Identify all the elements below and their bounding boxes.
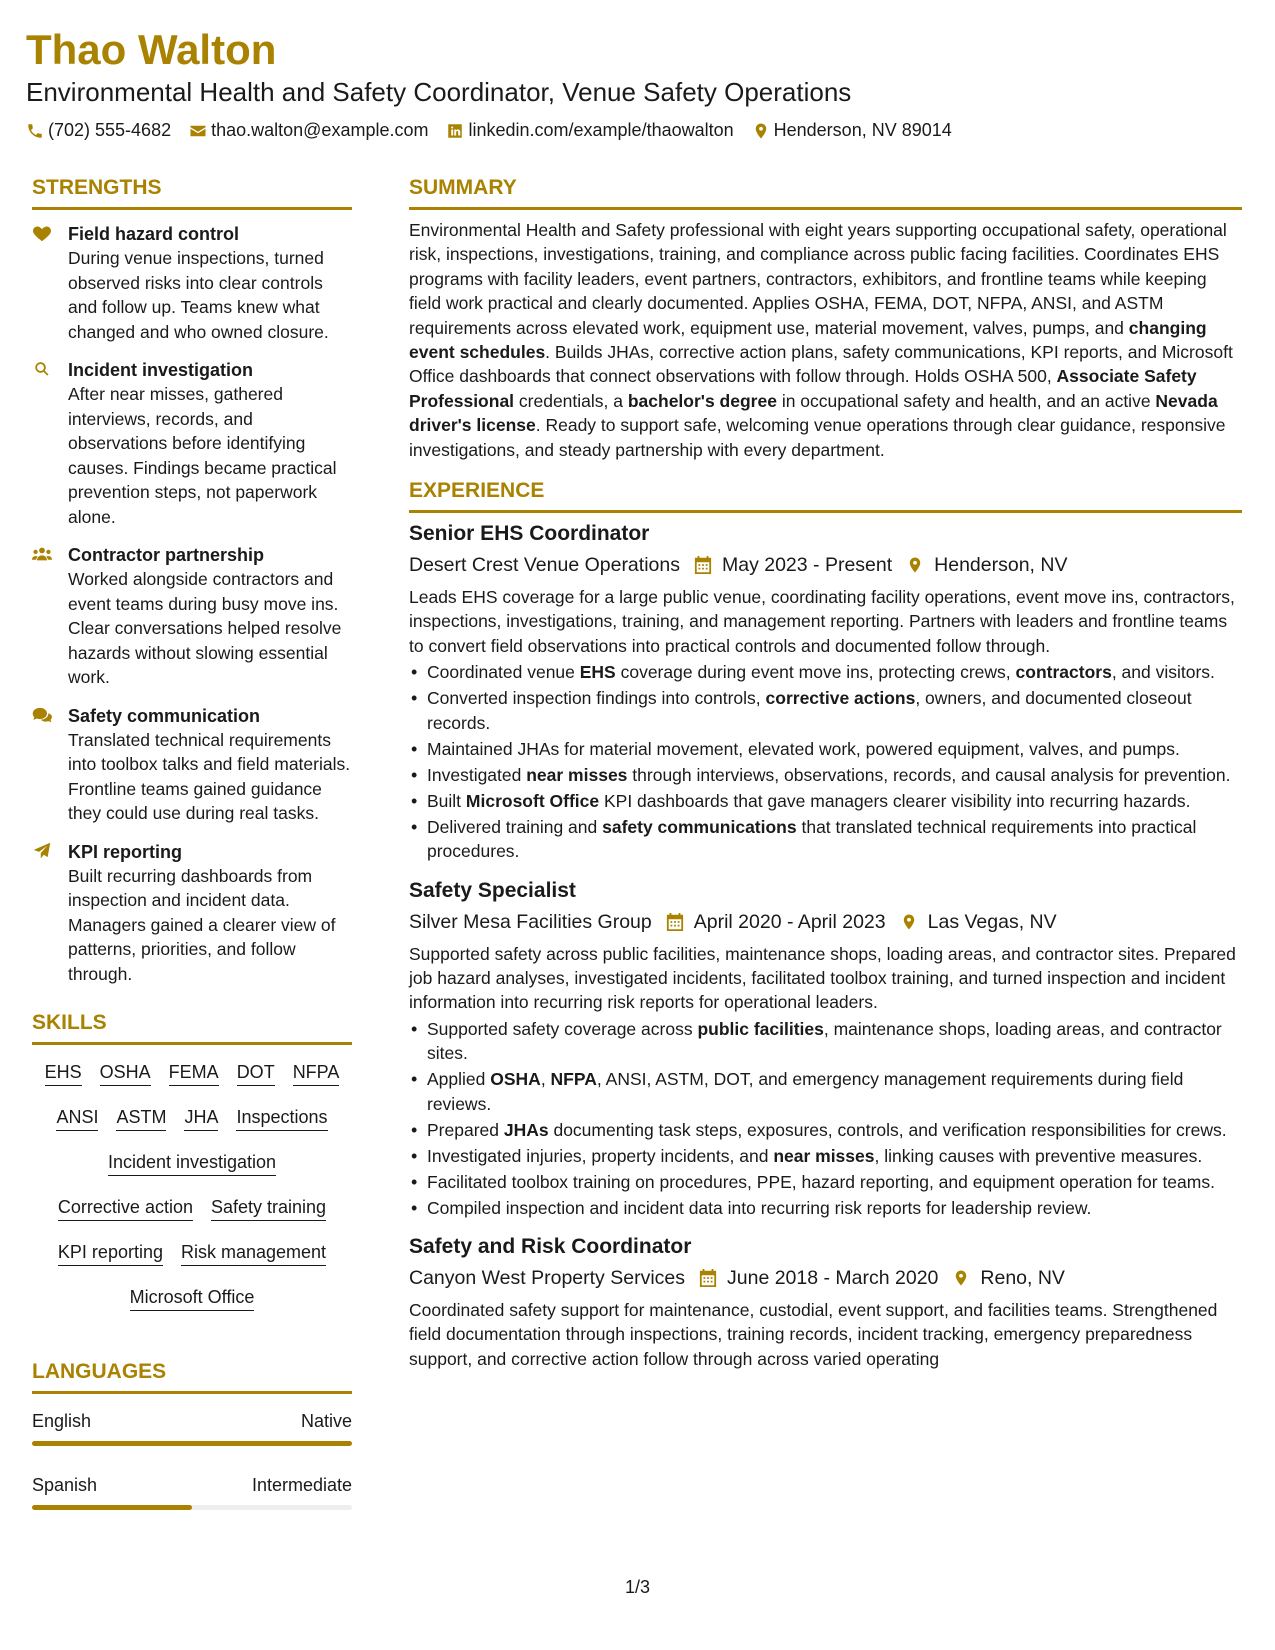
job-title: Senior EHS Coordinator [409,522,650,546]
skill-tag: Safety training [211,1196,326,1221]
job-description: Coordinated safety support for maintenance, custodial, event support, and facilities teams. Strengthened field documentation through inspections, training records, incident tracking, emergency preparedness support, and corrective action follow through across varied operating [409,1299,1218,1369]
resume-header [26,24,1246,141]
job-bullet: • Maintained JHAs for material movement, elevated work, powered equipment, valves, and pumps. [409,737,1242,761]
phone-text: (702) 555-4682 [48,120,172,140]
strength-desc: Worked alongside contractors and event teams during busy move ins. Clear conversations helped resolve hazards without slowing essential work. [68,569,342,687]
job-entry [409,519,1242,863]
bold-run: changing event schedules [409,317,1207,363]
bold-run: EHS [579,662,616,683]
bold-run: contractors [1015,662,1112,683]
strength-desc: Built recurring dashboards from inspection and incident data. Managers gained a clearer view of patterns, priorities, and follow through. [68,865,336,984]
bold-run: bachelor's degree [627,390,777,411]
strengths-list [32,222,352,986]
contact-linkedin[interactable] [446,120,733,141]
language-bar-fill [32,1505,192,1510]
heart-icon [32,222,54,344]
bold-run: Microsoft Office [465,790,600,811]
strength-item [32,358,352,529]
job-description: Supported safety across public facilities, maintenance shops, loading areas, and contractor sites. Prepared job hazard analyses, investigated incidents, facilitated toolbox training, and turned inspection and incident information into recurring risk reports for operational leaders. [409,943,1236,1013]
job-location: Henderson, NV [934,554,1068,577]
email-text[interactable]: thao.walton@example.com [211,120,429,140]
comments-icon [32,704,54,826]
linkedin-text[interactable]: linkedin.com/example/thaowalton [468,120,734,140]
candidate-name: Thao Walton [26,26,277,73]
contact-row [26,120,1246,141]
skill-tag: FEMA [169,1061,219,1086]
strength-title: Safety communication [68,705,261,726]
bold-run: near misses [773,1145,875,1166]
language-level: Intermediate [251,1475,352,1495]
languages-heading: LANGUAGES [32,1359,352,1394]
language-name: English [32,1411,92,1431]
language-item [32,1410,352,1446]
strength-desc: Translated technical requirements into toolbox talks and field materials. Frontline teams gained guidance they could use during real tasks. [68,729,351,823]
language-level: Native [300,1411,352,1431]
job-bullet: • Prepared JHAs documenting task steps, exposures, controls, and verification responsibilities for crews. [409,1118,1242,1142]
experience-list [409,519,1242,1371]
job-company: Silver Mesa Facilities Group [409,910,652,933]
language-bar [32,1441,352,1446]
strength-desc: During venue inspections, turned observed risks into clear controls and follow up. Teams knew what changed and who owned closure. [68,248,329,342]
skill-tag: KPI reporting [58,1241,163,1266]
strength-body [68,704,352,826]
job-meta [409,551,1242,579]
strength-item [32,543,352,690]
job-location: Las Vegas, NV [927,910,1057,933]
map-pin-icon [900,912,918,932]
skills-heading: SKILLS [32,1010,352,1045]
skill-tag: Inspections [236,1106,327,1131]
candidate-title: Environmental Health and Safety Coordinator, Venue Safety Operations [26,77,852,107]
strength-body [68,543,352,690]
job-title: Safety and Risk Coordinator [409,1234,692,1258]
language-bar [32,1505,352,1510]
skill-tag: Corrective action [58,1196,193,1221]
strength-body [68,358,352,529]
job-meta [409,1264,1242,1292]
job-bullet: • Facilitated toolbox training on procedures, PPE, hazard reporting, and equipment operation for teams. [409,1170,1242,1194]
bold-run: near misses [526,764,628,785]
summary-text: Environmental Health and Safety professional with eight years supporting occupational safety, operational risk, inspections, investigations, training, and compliance across public facing facilities. Coordinates EHS programs with facility leaders, event partners, contractors, exhibitors, and frontline teams while keeping field work practical and clearly documented. Applies OSHA, FEMA, DOT, NFPA, ANSI, and ASTM requirements across elevated work, equipment use, material movement, valves, pumps, and changing event schedules. Builds JHAs, corrective action plans, safety communications, KPI reports, and Microsoft Office dashboards that connect observations with follow through. Holds OSHA 500, Associate Safety Professional credentials, a bachelor's degree in occupational safety and health, and an active Nevada driver's license. Ready to support safe, welcoming venue operations through clear guidance, responsive investigations, and steady partnership with every department. [409,220,1233,460]
strength-body [68,840,352,987]
contact-location [752,120,952,141]
job-bullet: • Coordinated venue EHS coverage during event move ins, protecting crews, contractors, and visitors. [409,660,1242,684]
skill-tag: OSHA [100,1061,151,1086]
language-row [32,1474,352,1496]
strengths-heading: STRENGTHS [32,175,352,210]
experience-heading: EXPERIENCE [409,478,1242,513]
job-location: Reno, NV [980,1266,1065,1289]
users-icon [32,543,54,690]
paper-plane-icon [32,840,54,987]
job-bullets [409,660,1242,863]
calendar-icon [666,912,684,932]
bold-run: public facilities [697,1018,824,1039]
skill-tag: ANSI [56,1106,98,1131]
phone-icon [26,122,44,140]
contact-phone [26,120,171,141]
job-bullet: • Applied OSHA, NFPA, ANSI, ASTM, DOT, and emergency management requirements during field reviews. [409,1067,1242,1116]
skill-tag: NFPA [293,1061,340,1086]
skill-tag: Risk management [181,1241,326,1266]
map-pin-icon [952,1268,970,1288]
job-bullet: • Compiled inspection and incident data into recurring risk reports for leadership review. [409,1196,1242,1220]
job-entry [409,876,1242,1220]
linkedin-icon [446,122,464,140]
skill-tag: Incident investigation [108,1151,276,1176]
job-bullet: • Built Microsoft Office KPI dashboards that gave managers clearer visibility into recurring hazards. [409,789,1242,813]
summary-heading: SUMMARY [409,175,1242,210]
bold-run: OSHA [490,1069,541,1090]
page-number: 1/3 [624,1577,651,1597]
bold-run: Associate Safety Professional [409,366,1197,411]
language-name: Spanish [32,1475,98,1495]
left-column [32,175,352,1510]
bold-run: corrective actions [765,688,916,709]
language-row [32,1410,352,1432]
job-description: Leads EHS coverage for a large public venue, coordinating facility operations, event move ins, contractors, inspections, investigations, training, and management reporting. Partners with leaders and frontline teams to convert field observations into practical controls and documented follow through. [409,587,1235,656]
location-text: Henderson, NV 89014 [773,120,952,140]
bold-run: safety communications [602,816,797,837]
skill-tag: EHS [45,1061,82,1086]
job-bullet: • Investigated injuries, property incidents, and near misses, linking causes with preventive measures. [409,1144,1242,1168]
skill-tag: Microsoft Office [130,1286,255,1311]
bold-run: JHAs [503,1119,549,1140]
language-item [32,1474,352,1510]
strength-title: KPI reporting [68,841,183,862]
job-entry [409,1232,1242,1371]
envelope-icon [189,122,207,140]
bold-run: Nevada driver's license [409,390,1218,436]
job-dates: April 2020 - April 2023 [693,910,886,933]
job-bullet: • Delivered training and safety communications that translated technical requirements into practical procedures. [409,815,1242,864]
search-icon [32,358,54,529]
strength-desc: After near misses, gathered interviews, records, and observations before identifying causes. Findings became practical prevention steps, not paperwork alone. [68,384,337,527]
strength-body [68,222,352,344]
map-pin-icon [906,555,924,575]
right-column [409,175,1242,1371]
strength-item [32,704,352,826]
bold-run: NFPA [550,1069,597,1090]
contact-email[interactable] [189,120,428,141]
map-pin-icon [752,122,770,140]
strength-item [32,222,352,344]
job-dates: June 2018 - March 2020 [727,1266,939,1289]
skill-tag: DOT [237,1061,275,1086]
skill-tag: ASTM [116,1106,166,1131]
skill-tag: JHA [184,1106,218,1131]
job-dates: May 2023 - Present [721,554,893,577]
job-company: Desert Crest Venue Operations [409,554,680,577]
languages-list [32,1410,352,1510]
calendar-icon [699,1268,717,1288]
strength-title: Field hazard control [68,224,240,244]
language-bar-fill [32,1441,352,1446]
job-bullets [409,1017,1242,1220]
job-bullet: • Supported safety coverage across public facilities, maintenance shops, loading areas, and contractor sites. [409,1017,1242,1066]
strength-title: Incident investigation [68,360,254,380]
job-bullet: • Investigated near misses through interviews, observations, records, and causal analysis for prevention. [409,763,1242,787]
strength-title: Contractor partnership [68,545,265,565]
skills-list [32,1061,352,1311]
strength-item [32,840,352,987]
job-bullet: • Converted inspection findings into controls, corrective actions, owners, and documented closeout records. [409,686,1242,735]
job-company: Canyon West Property Services [409,1266,685,1289]
calendar-icon [694,555,712,575]
job-meta [409,908,1242,936]
job-title: Safety Specialist [409,878,576,902]
